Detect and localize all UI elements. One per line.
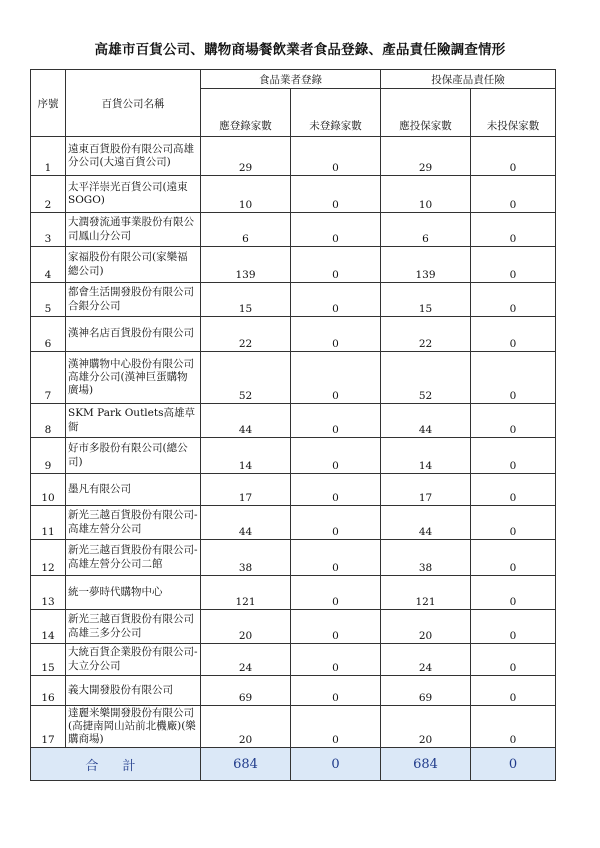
row-uninsured: 0 [471,576,556,610]
row-insured: 44 [381,506,471,540]
row-registered: 20 [201,706,291,748]
table-row [31,474,556,506]
row-registered: 10 [201,176,291,213]
row-registered: 6 [201,213,291,247]
total-registered: 684 [201,748,291,781]
header-group-insurance: 投保產品責任險 [381,70,556,89]
row-insured: 24 [381,644,471,676]
row-insured: 15 [381,283,471,317]
page-title: 高雄市百貨公司、購物商場餐飲業者食品登錄、產品責任險調查情形 [94,42,506,58]
row-insured: 14 [381,438,471,474]
row-seq: 11 [31,506,66,540]
row-seq: 16 [31,676,66,706]
row-unregistered: 0 [291,540,381,576]
row-registered: 44 [201,404,291,438]
total-unregistered: 0 [291,748,381,781]
survey-table [30,69,556,781]
row-uninsured: 0 [471,352,556,404]
table-row [31,213,556,247]
row-registered: 69 [201,676,291,706]
table-row [31,540,556,576]
row-company-name: 新光三越百貨股份有限公司-高雄左營分公司二館 [66,540,201,576]
row-seq: 17 [31,706,66,748]
table-row [31,247,556,283]
row-company-name: 遠東百貨股份有限公司高雄分公司(大遠百貨公司) [66,137,201,176]
header-group-food: 食品業者登錄 [201,70,381,89]
row-uninsured: 0 [471,506,556,540]
row-company-name: 大潤發流通事業股份有限公司鳳山分公司 [66,213,201,247]
row-company-name: 新光三越百貨股份有限公司-高雄左營分公司 [66,506,201,540]
table-row [31,283,556,317]
row-registered: 14 [201,438,291,474]
row-uninsured: 0 [471,247,556,283]
row-registered: 22 [201,317,291,352]
row-seq: 13 [31,576,66,610]
row-unregistered: 0 [291,137,381,176]
row-unregistered: 0 [291,438,381,474]
row-company-name: SKM Park Outlets高雄草衙 [66,404,201,438]
row-registered: 29 [201,137,291,176]
row-uninsured: 0 [471,317,556,352]
row-insured: 121 [381,576,471,610]
row-uninsured: 0 [471,213,556,247]
row-uninsured: 0 [471,404,556,438]
row-company-name: 太平洋崇光百貨公司(遠東SOGO) [66,176,201,213]
row-seq: 14 [31,610,66,644]
table-row [31,610,556,644]
total-uninsured: 0 [471,748,556,781]
row-registered: 17 [201,474,291,506]
row-company-name: 新光三越百貨股份有限公司高雄三多分公司 [66,610,201,644]
row-unregistered: 0 [291,352,381,404]
row-unregistered: 0 [291,247,381,283]
row-uninsured: 0 [471,137,556,176]
header-name: 百貨公司名稱 [66,70,201,137]
row-unregistered: 0 [291,506,381,540]
row-insured: 38 [381,540,471,576]
row-company-name: 墨凡有限公司 [66,474,201,506]
row-company-name: 義大開發股份有限公司 [66,676,201,706]
row-unregistered: 0 [291,676,381,706]
total-row [31,748,556,781]
row-unregistered: 0 [291,706,381,748]
row-seq: 9 [31,438,66,474]
row-uninsured: 0 [471,644,556,676]
row-company-name: 漢神購物中心股份有限公司高雄分公司(漢神巨蛋購物廣場) [66,352,201,404]
header-unregistered: 未登錄家數 [291,89,381,137]
row-insured: 139 [381,247,471,283]
row-insured: 17 [381,474,471,506]
row-seq: 7 [31,352,66,404]
table-row [31,352,556,404]
row-unregistered: 0 [291,317,381,352]
row-unregistered: 0 [291,610,381,644]
header-uninsured: 未投保家數 [471,89,556,137]
row-unregistered: 0 [291,213,381,247]
row-unregistered: 0 [291,176,381,213]
row-company-name: 好市多股份有限公司(總公司) [66,438,201,474]
total-insured: 684 [381,748,471,781]
row-company-name: 家福股份有限公司(家樂福總公司) [66,247,201,283]
row-insured: 20 [381,610,471,644]
row-seq: 10 [31,474,66,506]
row-unregistered: 0 [291,283,381,317]
row-insured: 44 [381,404,471,438]
table-row [31,137,556,176]
table-row [31,676,556,706]
row-registered: 121 [201,576,291,610]
row-unregistered: 0 [291,576,381,610]
row-insured: 29 [381,137,471,176]
row-insured: 52 [381,352,471,404]
table-row [31,644,556,676]
row-unregistered: 0 [291,474,381,506]
header-insured: 應投保家數 [381,89,471,137]
row-insured: 6 [381,213,471,247]
row-registered: 20 [201,610,291,644]
row-uninsured: 0 [471,176,556,213]
row-seq: 12 [31,540,66,576]
total-label: 合 計 [31,748,201,781]
row-registered: 52 [201,352,291,404]
header-registered: 應登錄家數 [201,89,291,137]
table-row [31,176,556,213]
row-registered: 38 [201,540,291,576]
table-row [31,576,556,610]
row-insured: 69 [381,676,471,706]
table-row [31,706,556,748]
table-row [31,404,556,438]
row-uninsured: 0 [471,676,556,706]
row-company-name: 統一夢時代購物中心 [66,576,201,610]
row-company-name: 達麗米樂開發股份有限公司(高捷南岡山站前北機廠)(樂購商場) [66,706,201,748]
table-row [31,506,556,540]
row-seq: 6 [31,317,66,352]
row-insured: 20 [381,706,471,748]
row-uninsured: 0 [471,610,556,644]
row-registered: 24 [201,644,291,676]
row-uninsured: 0 [471,283,556,317]
row-seq: 5 [31,283,66,317]
row-seq: 4 [31,247,66,283]
table-row [31,438,556,474]
row-registered: 44 [201,506,291,540]
row-seq: 8 [31,404,66,438]
row-company-name: 大統百貨企業股份有限公司-大立分公司 [66,644,201,676]
row-uninsured: 0 [471,540,556,576]
row-registered: 139 [201,247,291,283]
row-uninsured: 0 [471,474,556,506]
row-seq: 1 [31,137,66,176]
row-uninsured: 0 [471,438,556,474]
row-seq: 2 [31,176,66,213]
row-company-name: 都會生活開發股份有限公司合銀分公司 [66,283,201,317]
row-insured: 10 [381,176,471,213]
row-unregistered: 0 [291,404,381,438]
row-registered: 15 [201,283,291,317]
row-uninsured: 0 [471,706,556,748]
table-row [31,317,556,352]
row-seq: 3 [31,213,66,247]
row-company-name: 漢神名店百貨股份有限公司 [66,317,201,352]
row-seq: 15 [31,644,66,676]
row-unregistered: 0 [291,644,381,676]
header-seq: 序號 [31,70,66,137]
row-insured: 22 [381,317,471,352]
